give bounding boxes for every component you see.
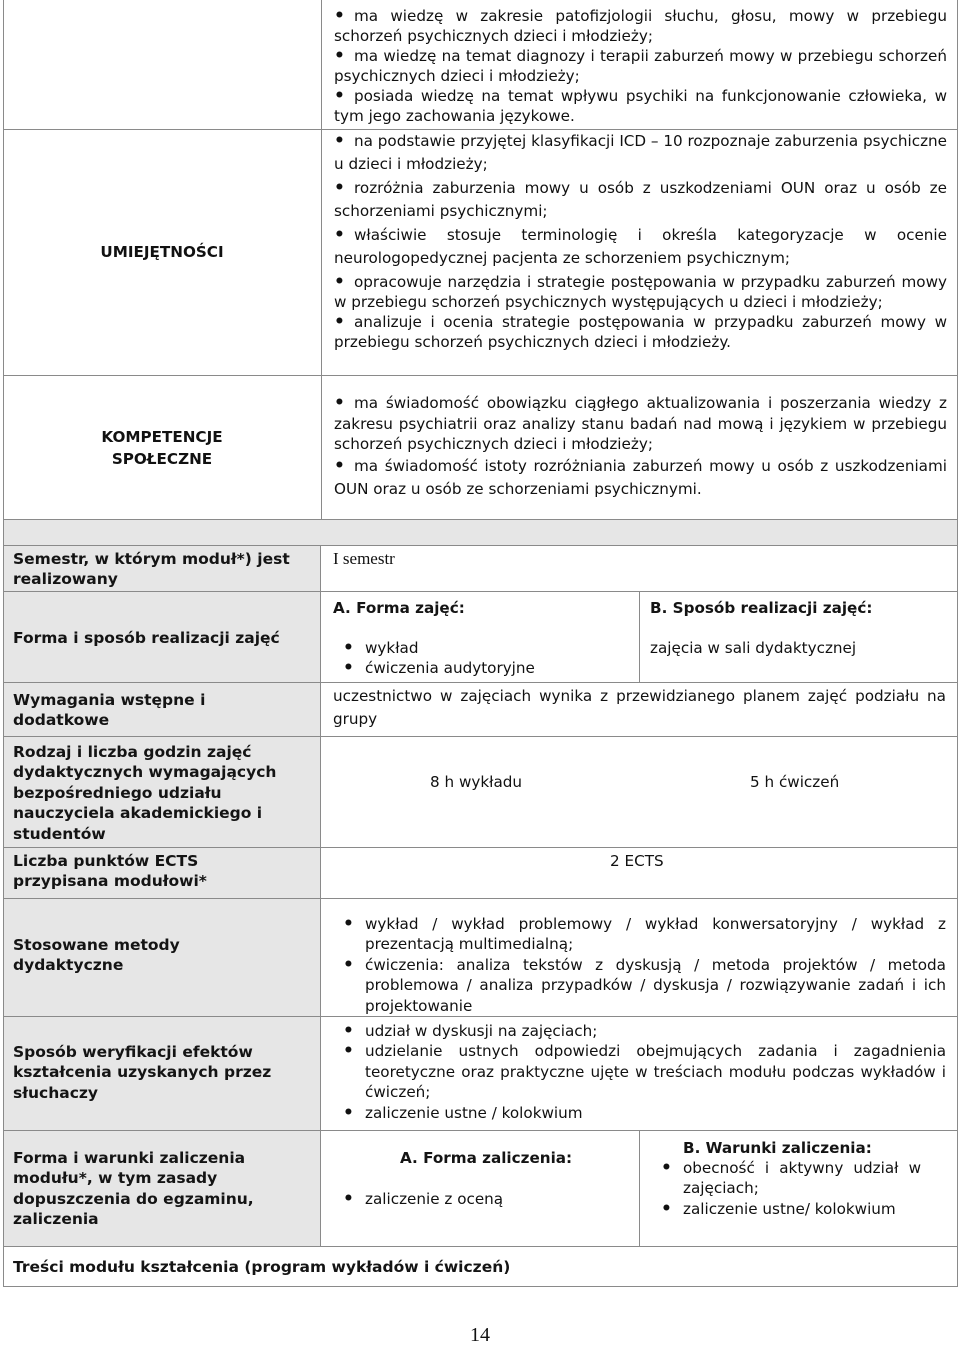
knowledge-continuation (334, 6, 947, 126)
semester-value: I semestr (333, 549, 395, 568)
form-b-value: zajęcia w sali dydaktycznej (650, 639, 857, 657)
form-b-heading: B. Sposób realizacji zajęć: (650, 599, 873, 617)
social-label (3, 376, 321, 520)
row-divider (3, 898, 958, 899)
separator-band (3, 520, 958, 546)
requirements-label: Wymagania wstępne i dodatkowe (13, 691, 206, 730)
social-content (334, 393, 947, 501)
skills-bullet: • właściwie stosuje terminologię i określa kategoryzacje w ocenie neurologopedycznej pacjenta ze schorzeniem psychicznym; (334, 224, 947, 270)
row-divider (3, 847, 958, 848)
semester-label: Semestr, w którym moduł*) jest realizowany (13, 550, 290, 589)
form-col-divider (639, 591, 640, 682)
content-label: Treści modułu kształcenia (program wykładów i ćwiczeń) (13, 1258, 511, 1276)
social-bullet: • ma świadomość istoty rozróżniania zaburzeń mowy u osób z uszkodzeniami OUN oraz u osób ze schorzeniami psychicznymi. (334, 455, 947, 501)
skills-label (3, 130, 321, 375)
assessment-label: Forma i warunki zaliczenia modułu*, w tym zasady dopuszczenia do egzaminu, zaliczenia (13, 1149, 254, 1229)
form-a-heading: A. Forma zajęć: (333, 599, 465, 617)
hours-label: Rodzaj i liczba godzin zajęć dydaktycznych wymagających bezpośredniego udziału nauczyciela akademickiego i studentów (13, 743, 277, 843)
verification-item: • zaliczenie ustne / kolokwium (333, 1103, 946, 1123)
module-table-divider (320, 545, 321, 1246)
social-label-line1: KOMPETENCJE (101, 427, 223, 446)
assessment-b-heading: B. Warunki zaliczenia: (683, 1139, 872, 1157)
assessment-a-heading: A. Forma zaliczenia: (400, 1149, 573, 1167)
assessment-b-list (651, 1158, 921, 1219)
knowledge-bullet: • ma wiedzę na temat diagnozy i terapii zaburzeń mowy w przebiegu schorzeń psychicznych dzieci i młodzieży; (334, 46, 947, 86)
assessment-a-list (333, 1189, 633, 1209)
labels-column (4, 546, 320, 1246)
top-table-divider (321, 0, 322, 520)
verification-item: • udział w dyskusji na zajęciach; (333, 1021, 946, 1041)
hours-lecture: 8 h wykładu (430, 773, 523, 791)
skills-bullet: • opracowuje narzędzia i strategie postępowania w przypadku zaburzeń mowy w przebiegu schorzeń psychicznych występujących u dzieci i młodzieży; (334, 272, 947, 312)
assessment-b-item: • zaliczenie ustne/ kolokwium (651, 1199, 921, 1219)
skills-label-text: UMIEJĘTNOŚCI (100, 243, 224, 262)
assessment-a-item: • zaliczenie z oceną (333, 1189, 633, 1209)
row-divider (3, 736, 958, 737)
assessment-col-divider (639, 1130, 640, 1246)
skills-bullet: • rozróżnia zaburzenia mowy u osób z uszkodzeniami OUN oraz u osób ze schorzeniami psychicznymi; (334, 177, 947, 223)
requirements-value: uczestnictwo w zajęciach wynika z przewidzianego planem zajęć podziału na grupy (333, 687, 946, 728)
methods-item: • ćwiczenia: analiza tekstów z dyskusją / metoda projektów / metoda problemowa / analiza przypadków / dyskusja / rozwiązywanie zadań i ich projektowanie (333, 955, 946, 1016)
verification-list (333, 1021, 946, 1123)
row-divider (3, 1246, 958, 1247)
verification-label: Sposób weryfikacji efektów kształcenia uzyskanych przez słuchaczy (13, 1043, 272, 1102)
skills-content (334, 130, 947, 352)
row-divider (3, 682, 958, 683)
form-item: • ćwiczenia audytoryjne (333, 658, 633, 678)
methods-label: Stosowane metody dydaktyczne (13, 936, 180, 975)
skills-bullet: • na podstawie przyjętej klasyfikacji ICD – 10 rozpoznaje zaburzenia psychiczne u dzieci i młodzieży; (334, 130, 947, 176)
assessment-b-item: • obecność i aktywny udział w zajęciach; (651, 1158, 921, 1199)
form-item: • wykład (333, 638, 633, 658)
row-divider (3, 591, 958, 592)
form-label: Forma i sposób realizacji zajęć (13, 629, 280, 647)
social-label-line2: SPOŁECZNE (111, 450, 213, 468)
knowledge-bullet: • ma wiedzę w zakresie patofizjologii słuchu, głosu, mowy w przebiegu schorzeń psychicznych dzieci i młodzieży; (334, 6, 947, 46)
verification-item: • udzielanie ustnych odpowiedzi obejmujących zadania i zagadnienia teoretyczne oraz praktyczne ujęte w treściach modułu podczas wykładów i ćwiczeń; (333, 1041, 946, 1102)
skills-bullet: • analizuje i ocenia strategie postępowania w przypadku zaburzeń mowy w przebiegu schorzeń psychicznych dzieci i młodzieży. (334, 312, 947, 352)
ects-label: Liczba punktów ECTS przypisana modułowi* (13, 852, 207, 891)
hours-exercises: 5 h ćwiczeń (750, 773, 840, 791)
knowledge-bullet: • posiada wiedzę na temat wpływu psychiki na funkcjonowanie człowieka, w tym jego zachowania językowe. (334, 86, 947, 126)
ects-value: 2 ECTS (610, 852, 664, 870)
social-bullet: • ma świadomość obowiązku ciągłego aktualizowania i poszerzania wiedzy z zakresu psychiatrii oraz analizy stanu badań nad mową i językiem w przebiegu schorzeń psychicznych dzieci i młodzieży; (334, 393, 947, 455)
page-number: 14 (470, 1324, 490, 1346)
form-a-list (333, 638, 633, 679)
methods-list (333, 914, 946, 1016)
row-divider (3, 1130, 958, 1131)
row-divider (3, 1016, 958, 1017)
methods-item: • wykład / wykład problemowy / wykład konwersatoryjny / wykład z prezentacją multimedialną; (333, 914, 946, 955)
